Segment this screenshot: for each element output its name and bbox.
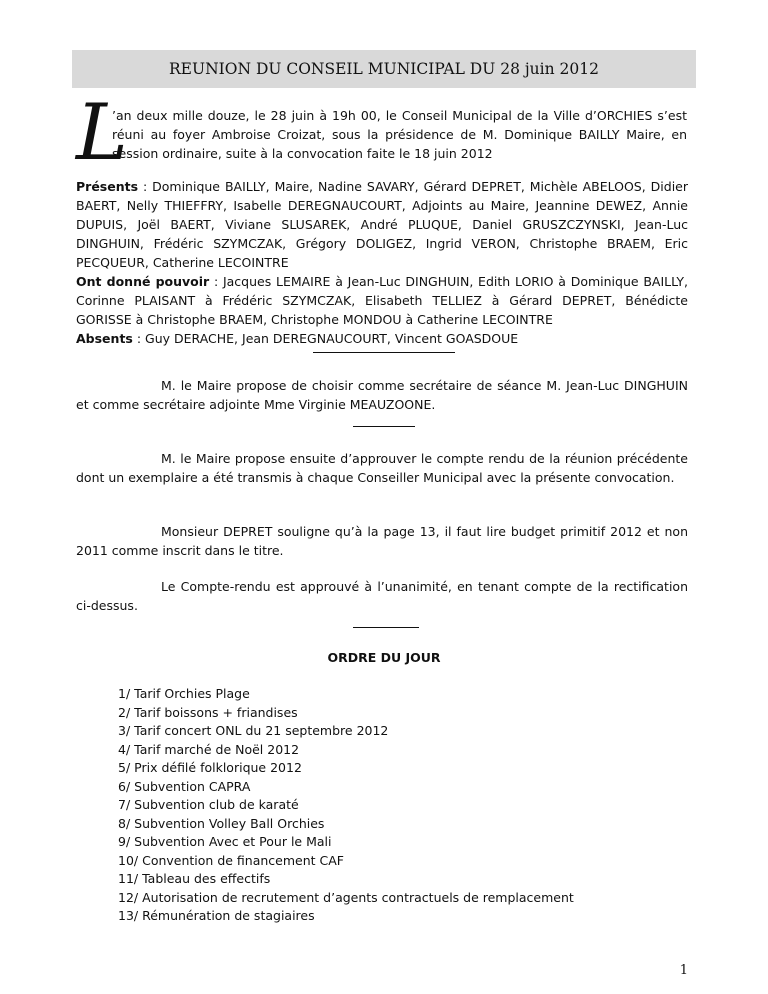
agenda-item: 8/ Subvention Volley Ball Orchies [118, 815, 325, 831]
agenda-item: 7/ Subvention club de karaté [118, 797, 299, 812]
pouvoir-line [76, 272, 688, 329]
absents-label: Absents [76, 331, 133, 346]
agenda-item: 10/ Convention de financement CAF [118, 852, 344, 868]
attendance-block [76, 177, 688, 348]
agenda-item: 3/ Tarif concert ONL du 21 septembre 2012 [118, 723, 389, 738]
secretary-paragraph: M. le Maire propose de choisir comme secrétaire de séance M. Jean-Luc DINGHUIN et comme secrétaire adjointe Mme Virginie MEAUZOONE. [76, 378, 688, 412]
document-title: REUNION DU CONSEIL MUNICIPAL DU 28 juin 2012 [169, 60, 599, 78]
agenda-item: 6/ Subvention CAPRA [118, 778, 251, 794]
depret-paragraph: Monsieur DEPRET souligne qu’à la page 13, il faut lire budget primitif 2012 et non 2011 comme inscrit dans le titre. [76, 524, 688, 558]
presents-line [76, 177, 688, 272]
agenda-item: 2/ Tarif boissons + friandises [118, 704, 298, 720]
agenda-item: 11/ Tableau des effectifs [118, 871, 271, 886]
presents-text: : Dominique BAILLY, Maire, Nadine SAVARY, Gérard DEPRET, Michèle ABELOOS, Didier BAERT, Nelly THIEFFRY, Isabelle DEREGNAUCOURT, Adjoints au Maire, Jeannine DEWEZ, Annie DUPUIS, Joël BAERT, Viviane SLUSAREK, André PLUQUE, Daniel GRUSZCZYNSKI, Jean-Luc DINGHUIN, Frédéric SZYMCZAK, Grégory DOLIGEZ, Ingrid VERON, Christophe BRAEM, Eric PECQUEUR, Catherine LECOINTRE [76, 179, 688, 270]
agenda-list [118, 685, 574, 926]
approval-paragraph: M. le Maire propose ensuite d’approuver le compte rendu de la réunion précédente dont un exemplaire a été transmis à chaque Conseiller Municipal avec la présente convocation. [76, 451, 688, 485]
drop-cap: L [76, 88, 128, 178]
absents-text: : Guy DERACHE, Jean DEREGNAUCOURT, Vincent GOASDOUE [132, 331, 519, 346]
page-number: 1 [679, 963, 688, 978]
intro-paragraph: ’an deux mille douze, le 28 juin à 19h 00, le Conseil Municipal de la Ville d’ORCHIES s’est réuni au foyer Ambroise Croizat, sous la présidence de M. Dominique BAILLY Maire, en session ordinaire, suite à la convocation faite le 18 juin 2012 [112, 108, 687, 161]
agenda-item: 4/ Tarif marché de Noël 2012 [118, 741, 300, 757]
pouvoir-label: Ont donné pouvoir [76, 274, 210, 289]
agenda-heading: ORDRE DU JOUR [327, 650, 441, 665]
agenda-item: 5/ Prix défilé folklorique 2012 [118, 760, 302, 775]
pouvoir-text: : Jacques LEMAIRE à Jean-Luc DINGHUIN, Edith LORIO à Dominique BAILLY, Corinne PLAISANT à Frédéric SZYMCZAK, Elisabeth TELLIEZ à Gérard DEPRET, Bénédicte GORISSE à Christophe BRAEM, Christophe MONDOU à Catherine LECOINTRE [76, 274, 689, 327]
agenda-item: 1/ Tarif Orchies Plage [118, 686, 250, 701]
agenda-item: 12/ Autorisation de recrutement d’agents contractuels de remplacement [118, 889, 574, 905]
approved-paragraph: Le Compte-rendu est approuvé à l’unanimité, en tenant compte de la rectification ci-dessus. [76, 579, 688, 613]
agenda-item: 9/ Subvention Avec et Pour le Mali [118, 834, 332, 849]
agenda-item: 13/ Rémunération de stagiaires [118, 908, 315, 923]
separator-line [313, 352, 455, 353]
absents-line [76, 329, 688, 348]
document-title-bar [72, 50, 696, 88]
presents-label: Présents [76, 179, 139, 194]
separator-line [353, 426, 415, 427]
separator-line [353, 627, 419, 628]
